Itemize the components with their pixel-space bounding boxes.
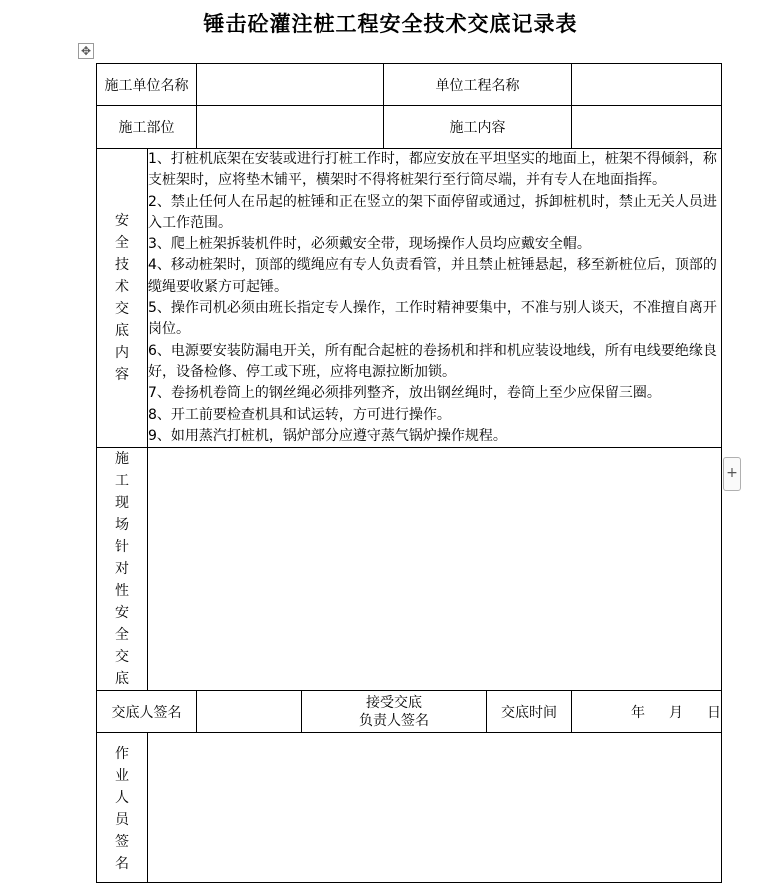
site-specific-label: 施 工 现 场 针 对 性 安 全 交 底 xyxy=(97,448,148,691)
safety-item: 8、开工前要检查机具和试运转，方可进行操作。 xyxy=(148,406,451,423)
project-name-value[interactable] xyxy=(572,64,722,106)
disclosure-date-value[interactable]: 年 月 日 xyxy=(572,691,722,733)
site-specific-content[interactable] xyxy=(148,448,722,691)
table-move-handle-icon[interactable]: ✥ xyxy=(78,43,94,59)
safety-disclosure-table xyxy=(96,63,722,883)
discloser-sign-value[interactable] xyxy=(197,691,302,733)
workers-sign-label: 作 业 人 员 签 名 xyxy=(97,733,148,883)
add-column-plus-icon[interactable]: + xyxy=(723,457,741,491)
construction-content-value[interactable] xyxy=(572,106,722,149)
safety-item: 5、操作司机必须由班长指定专人操作，工作时精神要集中，不准与别人谈天，不准擅自离开岗位。 xyxy=(148,300,717,338)
safety-item: 2、禁止任何人在吊起的桩锤和正在竖立的架下面停留或通过，拆卸桩机时，禁止无关人员进入工作范围。 xyxy=(148,193,717,231)
disclosure-time-label: 交底时间 xyxy=(487,691,572,733)
safety-item: 7、卷扬机卷筒上的钢丝绳必须排列整齐，放出钢丝绳时，卷筒上至少应保留三圈。 xyxy=(148,385,661,402)
construction-content-label: 施工内容 xyxy=(384,106,572,149)
safety-item: 6、电源要安装防漏电开关，所有配合起桩的卷扬机和拌和机应装设地线，所有电线要绝缘良好，设备检修、停工或下班，应将电源拉断加锁。 xyxy=(148,342,717,380)
safety-item: 4、移动桩架时，顶部的缆绳应有专人负责看管，并且禁止桩锤悬起，移至新桩位后，顶部的缆绳要收紧方可起锤。 xyxy=(148,257,717,295)
construction-unit-label: 施工单位名称 xyxy=(97,64,197,106)
safety-content-text[interactable] xyxy=(148,149,722,448)
workers-sign-area[interactable] xyxy=(148,733,722,883)
safety-content-label: 安 全 技 术 交 底 内 容 xyxy=(97,149,148,448)
safety-item: 1、打桩机底架在安装或进行打桩工作时，都应安放在平坦坚实的地面上，桩架不得倾斜，称支桩架时，应将垫木铺平，横架时不得将桩架行至行筒尽端，并有专人在地面指挥。 xyxy=(148,151,717,189)
safety-item: 9、如用蒸汽打桩机，锅炉部分应遵守蒸气锅炉操作规程。 xyxy=(148,427,507,444)
construction-part-value[interactable] xyxy=(197,106,384,149)
safety-item: 3、爬上桩架拆装机件时，必须戴安全带，现场操作人员均应戴安全帽。 xyxy=(148,236,591,253)
receiver-sign-label: 接受交底 负责人签名 xyxy=(302,691,487,733)
document-title: 锤击砼灌注桩工程安全技术交底记录表 xyxy=(203,11,578,36)
project-name-label: 单位工程名称 xyxy=(384,64,572,106)
construction-unit-value[interactable] xyxy=(197,64,384,106)
construction-part-label: 施工部位 xyxy=(97,106,197,149)
discloser-sign-label: 交底人签名 xyxy=(97,691,197,733)
